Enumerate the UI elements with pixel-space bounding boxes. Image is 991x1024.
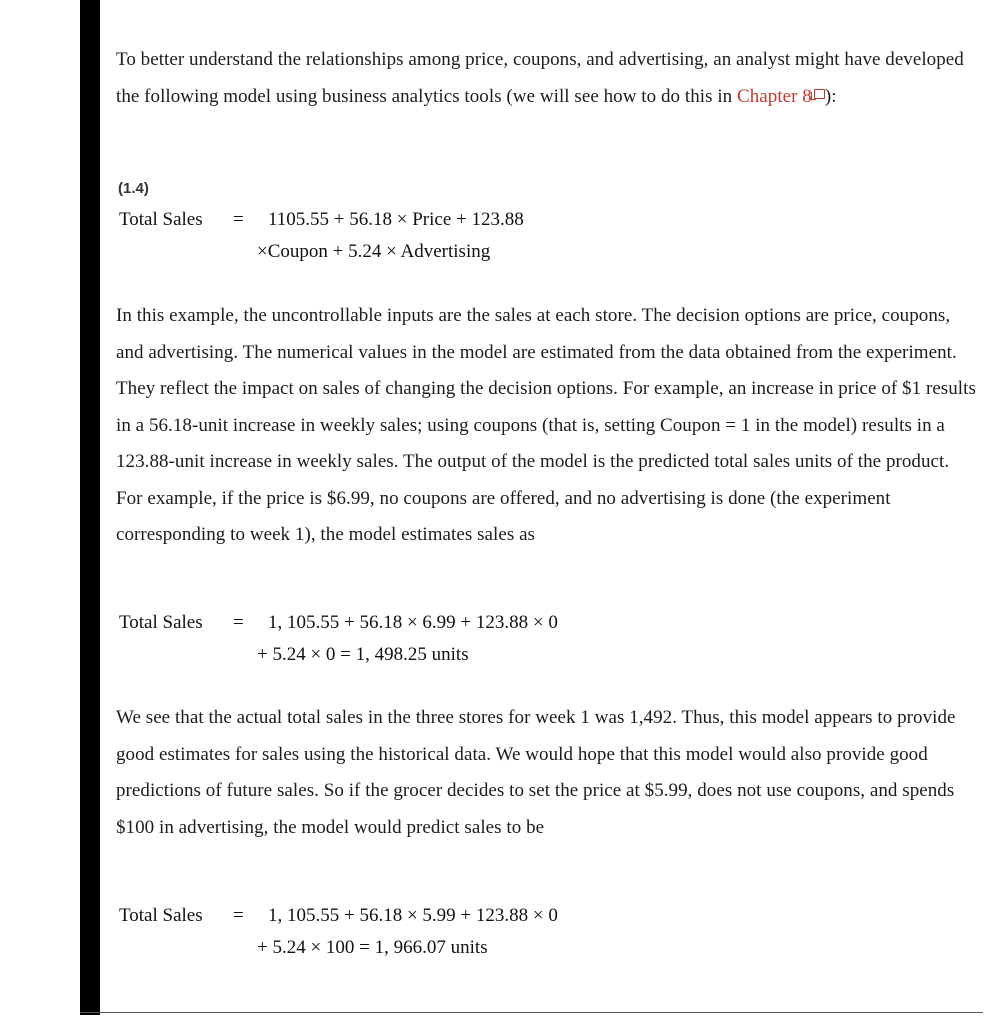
page-left-bar bbox=[80, 0, 100, 1015]
equation-lhs: Total Sales bbox=[119, 209, 203, 230]
chapter-link-label: Chapter 8 bbox=[737, 85, 812, 107]
equation-number: (1.4) bbox=[118, 180, 149, 197]
equation-lhs: Total Sales bbox=[119, 905, 203, 926]
equation-equals: = bbox=[233, 905, 244, 926]
book-link-icon bbox=[814, 89, 825, 99]
equation-line-2: ×Coupon + 5.24 × Advertising bbox=[257, 241, 491, 262]
equation-line-2: + 5.24 × 100 = 1, 966.07 units bbox=[257, 937, 488, 958]
intro-text-after: ): bbox=[824, 85, 837, 107]
equation-line-1: 1, 105.55 + 56.18 × 6.99 + 123.88 × 0 bbox=[268, 612, 558, 633]
intro-paragraph bbox=[116, 42, 976, 115]
explanation-paragraph: In this example, the uncontrollable inputs are the sales at each store. The decision options are price, coupons, and advertising. The numerical values in the model are estimated from the data obtained from the experiment. They reflect the impact on sales of changing the decision options. For example, an increase in price of $1 results in a 56.18-unit increase in weekly sales; using coupons (that is, setting Coupon = 1 in the model) results in a 123.88-unit increase in weekly sales. The output of the model is the predicted total sales units of the product. For example, if the price is $6.99, no coupons are offered, and no advertising is done (the experiment corresponding to week 1), the model estimates sales as bbox=[116, 305, 976, 545]
intro-text-before: To better understand the relationships among price, coupons, and advertising, an analyst might have developed the following model using business analytics tools (we will see how to do this in bbox=[116, 49, 964, 107]
prediction-paragraph: We see that the actual total sales in the three stores for week 1 was 1,492. Thus, this model appears to provide good estimates for sales using the historical data. We would hope that this model would also provide good predictions of future sales. So if the grocer decides to set the price at $5.99, does not use coupons, and spends $100 in advertising, the model would predict sales to be bbox=[116, 707, 956, 838]
equation-line-2: + 5.24 × 0 = 1, 498.25 units bbox=[257, 644, 469, 665]
equation-lhs: Total Sales bbox=[119, 612, 203, 633]
equation-equals: = bbox=[233, 209, 244, 230]
chapter-8-link[interactable] bbox=[737, 86, 825, 107]
equation-line-1: 1105.55 + 56.18 × Price + 123.88 bbox=[268, 209, 524, 230]
equation-equals: = bbox=[233, 612, 244, 633]
equation-line-1: 1, 105.55 + 56.18 × 5.99 + 123.88 × 0 bbox=[268, 905, 558, 926]
page-bottom-rule bbox=[80, 1012, 983, 1013]
